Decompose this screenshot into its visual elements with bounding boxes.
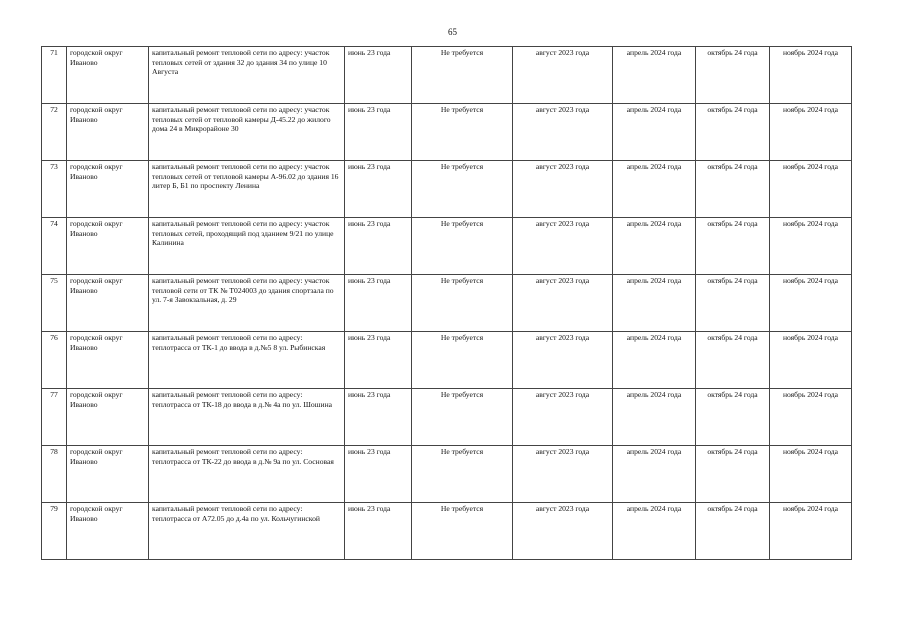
start-date-cell: июнь 23 года — [345, 47, 412, 104]
page-number: 65 — [448, 27, 457, 37]
expertise-cell: Не требуется — [412, 275, 513, 332]
design-end-cell: август 2023 года — [513, 332, 613, 389]
row-number-cell: 78 — [42, 446, 67, 503]
table-row — [42, 161, 852, 218]
start-date-cell: июнь 23 года — [345, 161, 412, 218]
design-end-cell: август 2023 года — [513, 389, 613, 446]
design-end-cell: август 2023 года — [513, 104, 613, 161]
municipality-cell: городской округ Иваново — [67, 47, 149, 104]
start-date-cell: июнь 23 года — [345, 218, 412, 275]
row-number-cell: 73 — [42, 161, 67, 218]
design-end-cell: август 2023 года — [513, 503, 613, 560]
municipality-cell: городской округ Иваново — [67, 218, 149, 275]
commissioning-cell: ноябрь 2024 года — [770, 275, 852, 332]
start-date-cell: июнь 23 года — [345, 503, 412, 560]
commissioning-cell: ноябрь 2024 года — [770, 104, 852, 161]
work-description-cell: капитальный ремонт тепловой сети по адресу: участок тепловых сетей, проходящий под зданием 9/21 по улице Калинина — [149, 218, 345, 275]
row-number-cell: 76 — [42, 332, 67, 389]
row-number-cell: 77 — [42, 389, 67, 446]
table-row — [42, 389, 852, 446]
work-start-cell: апрель 2024 года — [613, 161, 696, 218]
table-row — [42, 275, 852, 332]
table-row — [42, 332, 852, 389]
start-date-cell: июнь 23 года — [345, 446, 412, 503]
work-start-cell: апрель 2024 года — [613, 389, 696, 446]
row-number-cell: 72 — [42, 104, 67, 161]
start-date-cell: июнь 23 года — [345, 389, 412, 446]
work-end-cell: октябрь 24 года — [696, 104, 770, 161]
work-description-cell: капитальный ремонт тепловой сети по адресу: теплотрасса от ТК-1 до ввода в д.№5 8 ул. Рыбинская — [149, 332, 345, 389]
work-start-cell: апрель 2024 года — [613, 275, 696, 332]
expertise-cell: Не требуется — [412, 218, 513, 275]
start-date-cell: июнь 23 года — [345, 275, 412, 332]
design-end-cell: август 2023 года — [513, 161, 613, 218]
table-row — [42, 104, 852, 161]
work-start-cell: апрель 2024 года — [613, 503, 696, 560]
commissioning-cell: ноябрь 2024 года — [770, 218, 852, 275]
commissioning-cell: ноябрь 2024 года — [770, 503, 852, 560]
work-end-cell: октябрь 24 года — [696, 47, 770, 104]
work-description-cell: капитальный ремонт тепловой сети по адресу: теплотрасса от ТК-22 до ввода в д.№ 9а по ул. Сосновая — [149, 446, 345, 503]
work-start-cell: апрель 2024 года — [613, 332, 696, 389]
municipality-cell: городской округ Иваново — [67, 161, 149, 218]
commissioning-cell: ноябрь 2024 года — [770, 47, 852, 104]
municipality-cell: городской округ Иваново — [67, 446, 149, 503]
work-description-cell: капитальный ремонт тепловой сети по адресу: участок тепловых сетей от тепловой камеры А-96.02 до здания 16 литер Б, Б1 по проспекту Ленина — [149, 161, 345, 218]
table-row — [42, 47, 852, 104]
work-description-cell: капитальный ремонт тепловой сети по адресу: участок тепловых сетей от здания 32 до здания 34 по улице 10 Августа — [149, 47, 345, 104]
row-number-cell: 71 — [42, 47, 67, 104]
expertise-cell: Не требуется — [412, 104, 513, 161]
expertise-cell: Не требуется — [412, 503, 513, 560]
work-end-cell: октябрь 24 года — [696, 389, 770, 446]
row-number-cell: 79 — [42, 503, 67, 560]
work-start-cell: апрель 2024 года — [613, 218, 696, 275]
municipality-cell: городской округ Иваново — [67, 104, 149, 161]
start-date-cell: июнь 23 года — [345, 104, 412, 161]
work-end-cell: октябрь 24 года — [696, 332, 770, 389]
work-description-cell: капитальный ремонт тепловой сети по адресу: участок тепловых сетей от тепловой камеры Д-45.22 до жилого дома 24 в Микрорайоне 30 — [149, 104, 345, 161]
work-end-cell: октябрь 24 года — [696, 218, 770, 275]
commissioning-cell: ноябрь 2024 года — [770, 389, 852, 446]
table-row — [42, 503, 852, 560]
design-end-cell: август 2023 года — [513, 446, 613, 503]
expertise-cell: Не требуется — [412, 389, 513, 446]
design-end-cell: август 2023 года — [513, 218, 613, 275]
work-end-cell: октябрь 24 года — [696, 161, 770, 218]
table-row — [42, 218, 852, 275]
expertise-cell: Не требуется — [412, 47, 513, 104]
work-start-cell: апрель 2024 года — [613, 446, 696, 503]
work-end-cell: октябрь 24 года — [696, 503, 770, 560]
expertise-cell: Не требуется — [412, 161, 513, 218]
commissioning-cell: ноябрь 2024 года — [770, 332, 852, 389]
work-start-cell: апрель 2024 года — [613, 104, 696, 161]
municipality-cell: городской округ Иваново — [67, 275, 149, 332]
work-start-cell: апрель 2024 года — [613, 47, 696, 104]
municipality-cell: городской округ Иваново — [67, 332, 149, 389]
commissioning-cell: ноябрь 2024 года — [770, 446, 852, 503]
table-body — [42, 47, 852, 560]
municipality-cell: городской округ Иваново — [67, 503, 149, 560]
table-row — [42, 446, 852, 503]
municipality-cell: городской округ Иваново — [67, 389, 149, 446]
row-number-cell: 75 — [42, 275, 67, 332]
work-description-cell: капитальный ремонт тепловой сети по адресу: участок тепловой сети от ТК № Т024003 до здания спортзала по ул. 7-я Завокзальная, д. 29 — [149, 275, 345, 332]
design-end-cell: август 2023 года — [513, 275, 613, 332]
work-description-cell: капитальный ремонт тепловой сети по адресу: теплотрасса от А72.05 до д.4а по ул. Кольчугинской — [149, 503, 345, 560]
design-end-cell: август 2023 года — [513, 47, 613, 104]
expertise-cell: Не требуется — [412, 446, 513, 503]
expertise-cell: Не требуется — [412, 332, 513, 389]
work-description-cell: капитальный ремонт тепловой сети по адресу: теплотрасса от ТК-18 до ввода в д.№ 4а по ул. Шошина — [149, 389, 345, 446]
row-number-cell: 74 — [42, 218, 67, 275]
commissioning-cell: ноябрь 2024 года — [770, 161, 852, 218]
work-end-cell: октябрь 24 года — [696, 446, 770, 503]
work-end-cell: октябрь 24 года — [696, 275, 770, 332]
start-date-cell: июнь 23 года — [345, 332, 412, 389]
works-schedule-table — [41, 46, 852, 560]
